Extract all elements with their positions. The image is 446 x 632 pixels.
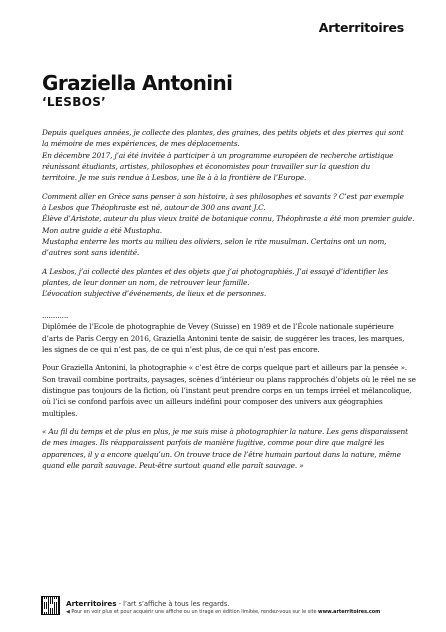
text-line: de mes images. Ils réapparaissent parfois de manière fugitive, comme pour dire que malgré les (42, 438, 385, 448)
statement-paragraph-3 (42, 266, 412, 300)
bio-paragraph-2 (42, 362, 416, 419)
bio-paragraph-1 (42, 310, 412, 355)
text-line: Comment aller en Grèce sans penser à son histoire, à ses philosophes et savants ? C’est par exemple (42, 191, 404, 201)
text-line: territoire. Je me suis rendue à Lesbos, une île à à la frontière de l’Europe. (42, 173, 307, 183)
work-title: ‘LESBOS’ (42, 95, 106, 109)
text-line: apparences, il y a encore quelqu’un. On trouve trace de l’être humain partout dans la nature, même (42, 449, 401, 459)
footer-tagline-text: - l’art s’affiche à tous les regards. (116, 600, 230, 608)
text-line: réunissant étudiants, artistes, philosophes et économistes pour travailler sur la question du (42, 162, 371, 172)
footer-info (66, 609, 380, 615)
artist-name: Graziella Antonini (42, 71, 233, 95)
text-line: distingue pas toujours de la fiction, où l’instant peut prendre corps en un temps irréel et mélancolique, (42, 385, 412, 395)
qr-code-icon[interactable] (42, 597, 59, 614)
text-line: L’évocation subjective d’événements, de lieux et de personnes. (42, 289, 267, 299)
text-line: Mon autre guide a été Mustapha. (42, 225, 162, 235)
arrow-left-icon: ◀ (66, 609, 70, 615)
text-line: Pour Graziella Antonini, la photographie « c’est être de corps quelque part et ailleurs par la pensée ». (42, 363, 407, 373)
brand-logo: Arterritoires (318, 20, 404, 35)
text-line: à Lesbos que Théophraste est né, autour de 300 ans avant J.C. (42, 203, 266, 213)
statement-paragraph-2 (42, 191, 415, 259)
text-line: d’autres sont sans identité. (42, 248, 140, 258)
text-line: Depuis quelques années, je collecte des plantes, des graines, des petits objets et des pierres qui sont (42, 128, 404, 137)
main-content (42, 71, 416, 478)
text-line: les signes de ce qui n’est pas, de ce qui n’est plus, de ce qui n’est pas encore. (42, 344, 320, 354)
text-line: Diplômée de l’Ecole de photographie de Vevey (Suisse) en 1989 et de l’École nationale supérieure (42, 322, 394, 332)
separator-dots: ............ (42, 310, 69, 320)
text-line: quand elle paraît sauvage. Peut-être surtout quand elle paraît sauvage. » (42, 460, 304, 470)
footer-info-text: Pour en voir plus et pour acquérir une affiche ou un tirage en édition limitée, rendez-vous sur le site (69, 609, 319, 615)
text-line: la mémoire de mes expériences, de mes déplacements. (42, 139, 240, 149)
text-line: où l’ici se confond parfois avec un ailleurs indéfini pour composer des univers aux géographies (42, 397, 383, 407)
text-line: Élève d’Aristote, auteur du plus vieux traité de botanique connu, Théophraste a été mon premier guide. (42, 214, 415, 224)
text-line: En décembre 2017, j’ai été invitée à participer à un programme européen de recherche artistique (42, 150, 394, 160)
text-body (42, 127, 416, 471)
text-line: Mustapha enterre les morts au milieu des oliviers, selon le rite musulman. Certains ont un nom, (42, 237, 387, 247)
text-line: « Au fil du temps et de plus en plus, je me suis mise à photographier la nature. Les gens disparaissent (42, 426, 408, 436)
text-line: multiples. (42, 408, 78, 418)
text-line: d’arts de Paris Cergy en 2016, Graziella Antonini tente de saisir, de suggérer les traces, les marques, (42, 333, 405, 343)
statement-paragraph-1 (42, 127, 412, 184)
footer-tagline (66, 599, 229, 608)
website-link[interactable]: www.arterritoires.com (318, 609, 381, 615)
text-line: plantes, de leur donner un nom, de retrouver leur famille. (42, 278, 250, 288)
footer-brand: Arterritoires (66, 599, 117, 608)
artist-quote (42, 426, 412, 471)
text-line: A Lesbos, j’ai collecté des plantes et des objets que j’ai photographiés. J’ai essayé d’identifier les (42, 266, 388, 276)
text-line: Son travail combine portraits, paysages, scènes d’intérieur ou plans rapprochés d’objets où le réel ne se (42, 374, 416, 384)
